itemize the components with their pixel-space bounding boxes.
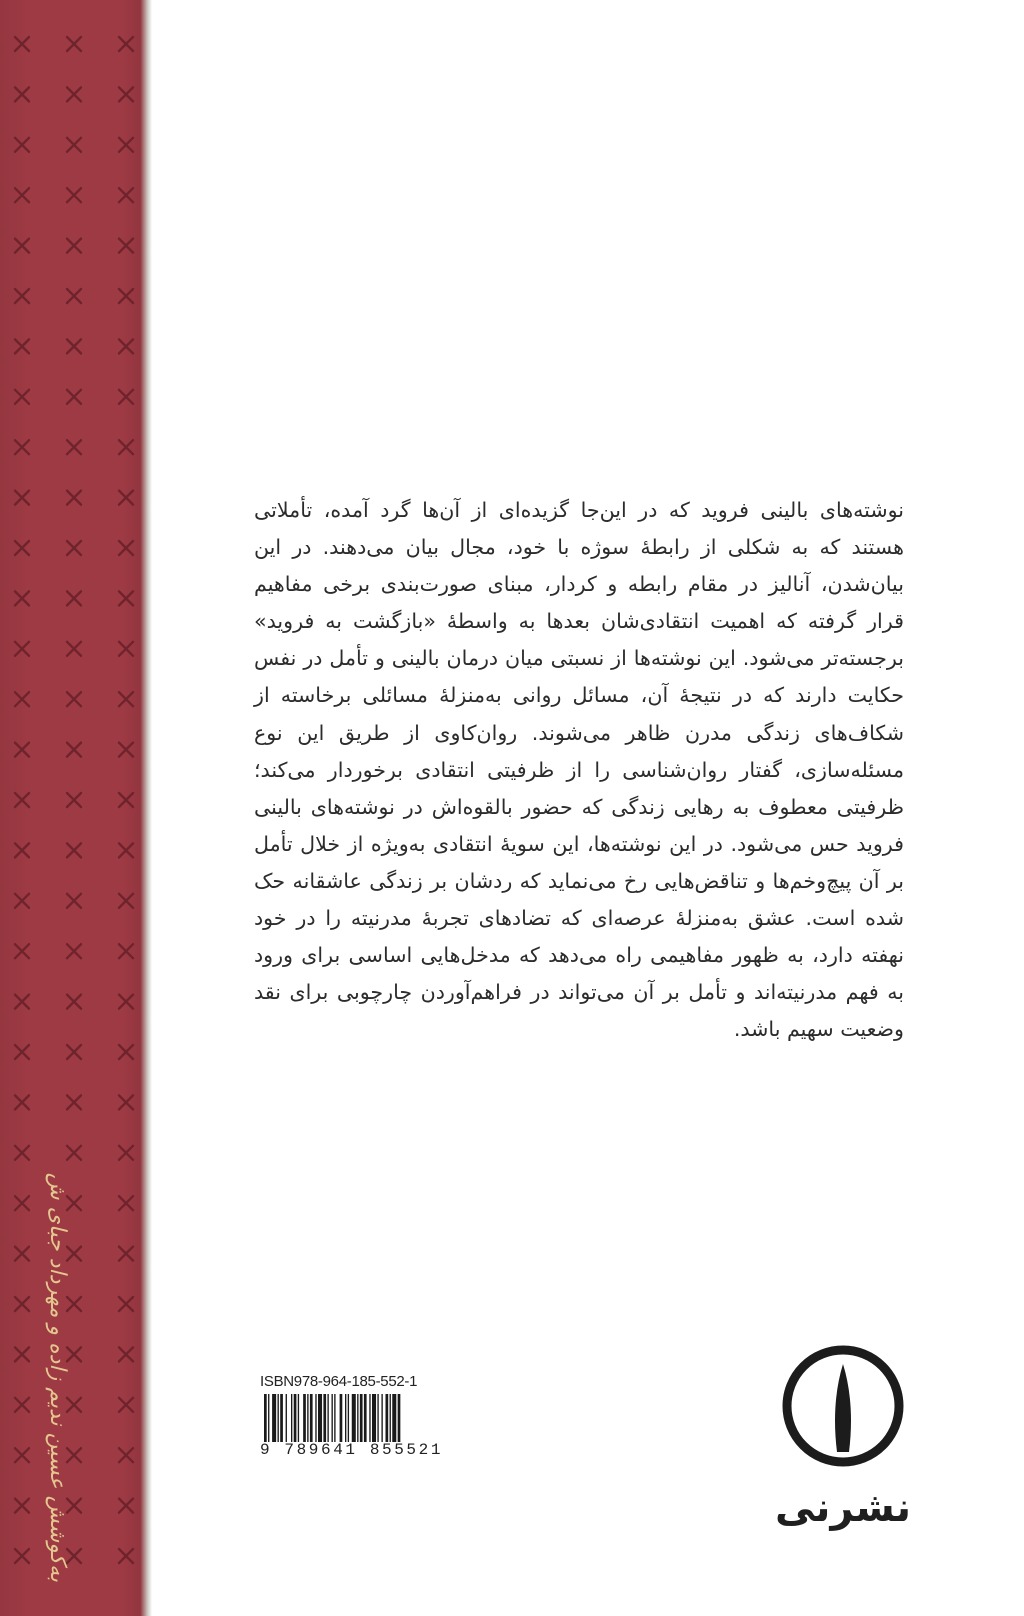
- spine-edge: [140, 0, 152, 1616]
- x-mark: [15, 944, 29, 958]
- x-mark: [67, 743, 81, 757]
- x-mark: [67, 87, 81, 101]
- x-mark: [15, 1146, 29, 1160]
- x-mark: [119, 642, 133, 656]
- barcode-bars: [264, 1394, 444, 1444]
- isbn-barcode: [260, 1373, 448, 1493]
- x-mark: [119, 894, 133, 908]
- x-mark: [119, 138, 133, 152]
- x-mark: [67, 390, 81, 404]
- x-mark: [119, 37, 133, 51]
- isbn-label: ISBN978-964-185-552-1: [260, 1373, 418, 1390]
- x-mark: [15, 743, 29, 757]
- x-mark: [15, 793, 29, 807]
- x-mark: [119, 1398, 133, 1412]
- x-mark: [15, 390, 29, 404]
- x-mark: [67, 239, 81, 253]
- x-mark: [119, 541, 133, 555]
- x-mark: [119, 1095, 133, 1109]
- x-mark: [119, 1247, 133, 1261]
- book-spine: [0, 0, 152, 1616]
- reed-leaf-in-circle-icon: [778, 1338, 908, 1488]
- x-mark: [67, 138, 81, 152]
- x-pattern-decoration: [0, 0, 152, 1616]
- x-mark: [15, 87, 29, 101]
- x-mark: [67, 289, 81, 303]
- x-mark: [119, 743, 133, 757]
- x-mark: [119, 239, 133, 253]
- x-mark: [119, 843, 133, 857]
- spine-signature-text: به‌کوشش عسین ندیم‌ زاده و مهرداد جبای‌ ش: [45, 1172, 70, 1582]
- x-mark: [119, 1549, 133, 1563]
- x-mark: [67, 642, 81, 656]
- x-mark: [119, 793, 133, 807]
- x-mark: [119, 390, 133, 404]
- x-mark: [15, 591, 29, 605]
- x-mark: [67, 1146, 81, 1160]
- x-mark: [15, 188, 29, 202]
- x-mark: [119, 87, 133, 101]
- x-mark: [15, 995, 29, 1009]
- x-mark: [119, 1499, 133, 1513]
- x-mark: [119, 995, 133, 1009]
- x-mark: [15, 1095, 29, 1109]
- x-mark: [15, 339, 29, 353]
- x-mark: [15, 541, 29, 555]
- x-mark: [67, 1095, 81, 1109]
- x-mark: [67, 843, 81, 857]
- x-mark: [67, 995, 81, 1009]
- x-mark: [119, 1347, 133, 1361]
- x-mark: [119, 339, 133, 353]
- x-mark: [67, 440, 81, 454]
- x-mark: [15, 1196, 29, 1210]
- x-mark: [119, 289, 133, 303]
- barcode-digits: 9 789641 855521: [260, 1441, 444, 1459]
- x-mark: [15, 491, 29, 505]
- x-mark: [15, 1247, 29, 1261]
- x-mark: [67, 692, 81, 706]
- x-mark: [15, 239, 29, 253]
- x-mark: [119, 591, 133, 605]
- x-mark: [67, 1045, 81, 1059]
- x-mark: [67, 491, 81, 505]
- x-mark: [119, 1297, 133, 1311]
- x-mark: [15, 37, 29, 51]
- x-mark: [67, 541, 81, 555]
- x-mark: [15, 440, 29, 454]
- x-mark: [119, 1196, 133, 1210]
- x-mark: [67, 894, 81, 908]
- x-mark: [67, 793, 81, 807]
- x-mark: [15, 894, 29, 908]
- x-mark: [119, 692, 133, 706]
- x-mark: [119, 440, 133, 454]
- x-mark: [15, 692, 29, 706]
- x-mark: [15, 843, 29, 857]
- x-mark: [15, 138, 29, 152]
- x-mark: [119, 491, 133, 505]
- x-mark: [67, 188, 81, 202]
- x-mark: [67, 339, 81, 353]
- publisher-name: نشرنی: [774, 1485, 912, 1531]
- x-mark: [67, 591, 81, 605]
- x-mark: [67, 37, 81, 51]
- x-mark: [119, 944, 133, 958]
- x-mark: [119, 1448, 133, 1462]
- x-mark: [119, 188, 133, 202]
- x-mark: [119, 1146, 133, 1160]
- x-mark: [15, 289, 29, 303]
- x-mark: [15, 642, 29, 656]
- back-cover-blurb: نوشته‌های بالینی فروید که در این‌جا گزیده‌ای از آن‌ها گرد آمده، تأملاتی هستند که به شکلی از رابطهٔ سوژه با خود، مجال بیان می‌دهند. در این بیان‌شدن، آنالیز در مقام رابطه و کردار، مبنای صورت‌بندی برخی مفاهیم قرار گرفته که اهمیت انتقادی‌شان بعدها به واسطهٔ «بازگشت به فروید» برجسته‌تر می‌شود. این نوشته‌ها از نسبتی میان درمان بالینی و تأمل در نفس حکایت دارند که در نتیجهٔ آن، مسائل روانی به‌منزلهٔ مسائلی برخاسته از شکاف‌های زندگی مدرن ظاهر می‌شوند. روان‌کاوی از طریق این نوع مسئله‌سازی، گفتار روان‌شناسی را از ظرفیتی انتقادی برخوردار می‌کند؛ ظرفیتی معطوف به رهایی زندگی که حضور بالقوه‌اش در نوشته‌های بالینی فروید حس می‌شود. در این نوشته‌ها، این سویهٔ انتقادی به‌ویژه از خلال تأمل بر آن پیچ‌وخم‌ها و تناقض‌هایی رخ می‌نماید که ردشان بر زندگی عاشقانه حک شده است. عشق به‌منزلهٔ عرصه‌ای که تضادهای تجربهٔ مدرنیته را در خود نهفته دارد، به ظهور مفاهیمی راه می‌دهد که مدخل‌هایی اساسی برای ورود به فهم مدرنیته‌اند و تأمل بر آن می‌تواند در فراهم‌آوردن چارچوبی برای نقد وضعیت سهیم باشد.: [254, 498, 904, 1042]
- x-mark: [119, 1045, 133, 1059]
- x-mark: [15, 1045, 29, 1059]
- x-mark: [67, 944, 81, 958]
